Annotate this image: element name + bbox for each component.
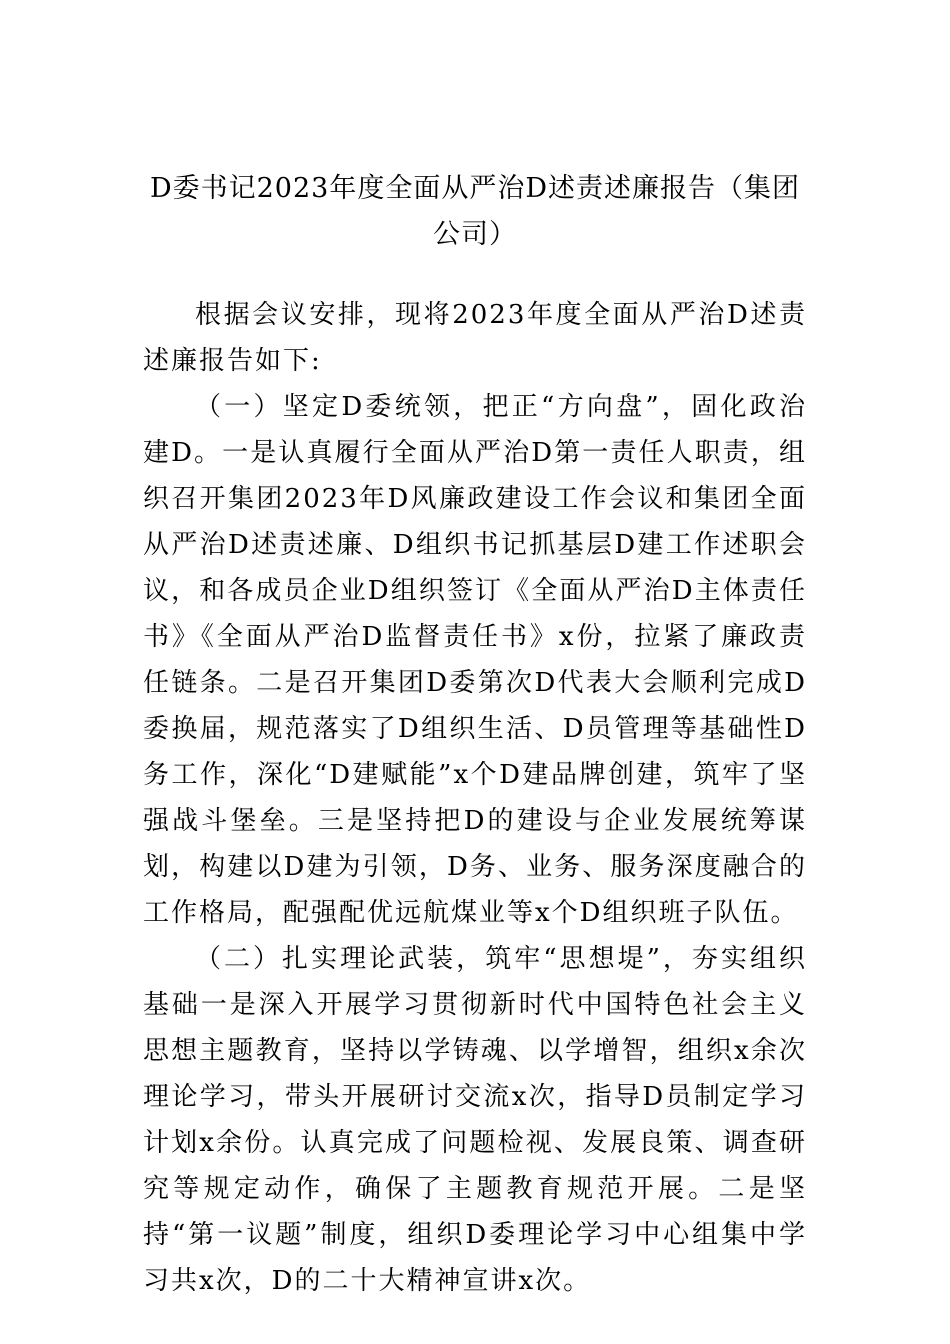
document-title: D委书记2023年度全面从严治D述责述廉报告（集团公司） [149,173,800,250]
document-body [143,292,807,1304]
paragraph-section-2: （二）扎实理论武装，筑牢“思想堤”，夯实组织基础一是深入开展学习贯彻新时代中国特色社会主义思想主题教育，坚持以学铸魂、以学增智，组织x余次理论学习，带头开展研讨交流x次，指导D员制定学习计划x余份。认真完成了问题检视、发展良策、调查研究等规定动作，确保了主题教育规范开展。二是坚持“第一议题”制度，组织D委理论学习中心组集中学习共x次，D的二十大精神宣讲x次。 [143,944,807,1296]
paragraph-section-1: （一）坚定D委统领，把正“方向盘”，固化政治建D。一是认真履行全面从严治D第一责任人职责，组织召开集团2023年D风廉政建设工作会议和集团全面从严治D述责述廉、D组织书记抓基层D建工作述职会议，和各成员企业D组织签订《全面从严治D主体责任书》《全面从严治D监督责任书》x份，拉紧了廉政责任链条。二是召开集团D委第次D代表大会顺利完成D委换届，规范落实了D组织生活、D员管理等基础性D务工作，深化“D建赋能”x个D建品牌创建，筑牢了坚强战斗堡垒。三是坚持把D的建设与企业发展统筹谋划，构建以D建为引领，D务、业务、服务深度融合的工作格局，配强配优远航煤业等x个D组织班子队伍。 [143,392,807,928]
paragraph-intro: 根据会议安排，现将2023年度全面从严治D述责述廉报告如下: [143,300,807,376]
